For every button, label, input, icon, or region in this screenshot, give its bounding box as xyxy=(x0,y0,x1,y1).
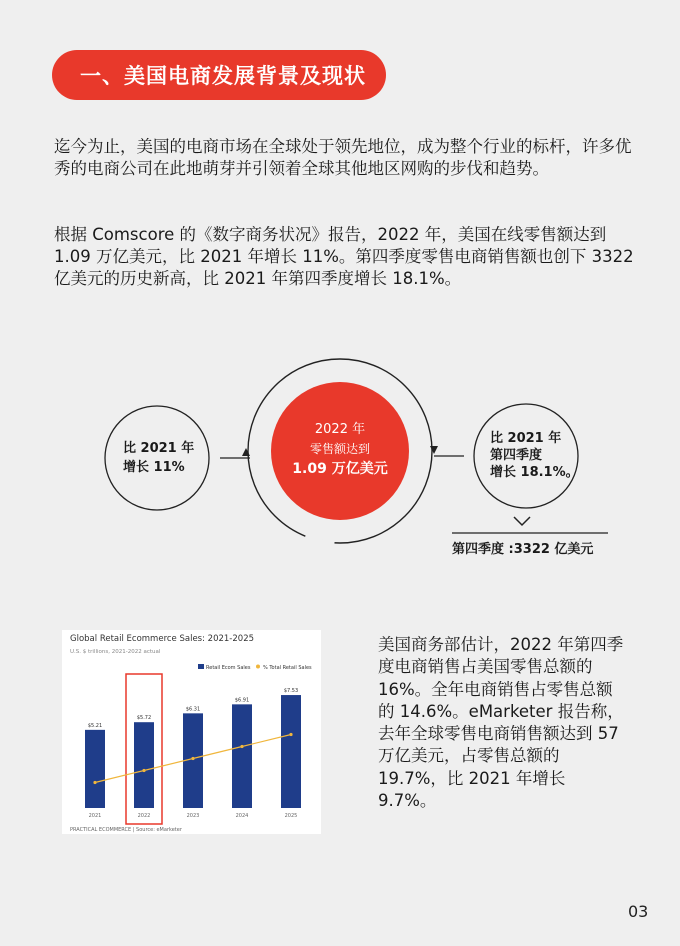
ring-arrow-right-icon xyxy=(430,446,438,454)
tick-label-2023: 2023 xyxy=(186,813,200,819)
right-line-3: 增长 18.1%。 xyxy=(490,465,579,480)
tick-label-2025: 2025 xyxy=(284,813,298,819)
left-line-2: 增长 11% xyxy=(123,460,185,475)
left-circle xyxy=(105,406,209,510)
bar-2025 xyxy=(281,695,301,808)
chart-title: Global Retail Ecommerce Sales: 2021-2025 xyxy=(70,634,255,644)
left-line-1: 比 2021 年 xyxy=(123,441,195,456)
chart-marks xyxy=(85,674,301,824)
percent-point-2025 xyxy=(289,733,292,736)
bar-2021 xyxy=(85,730,105,808)
percent-point-2024 xyxy=(240,745,243,748)
bar-label-2023: $6.31 xyxy=(185,706,201,713)
right-line-2: 第四季度 xyxy=(490,448,543,463)
chart-footer: PRACTICAL ECOMMERCE | Source: eMarketer xyxy=(70,827,182,833)
legend-bar-label: Retail Ecom Sales xyxy=(206,665,251,671)
legend-line-label: % Total Retail Sales xyxy=(263,665,312,671)
tick-label-2024: 2024 xyxy=(235,813,249,819)
intro-paragraph: 迄今为止，美国的电商市场在全球处于领先地位，成为整个行业的标杆，许多优秀的电商公司在此地萌芽并引领着全球其他地区网购的步伐和趋势。 xyxy=(54,137,632,178)
page-number: 03 xyxy=(628,902,649,921)
chevron-down-icon xyxy=(514,517,530,525)
percent-point-2023 xyxy=(191,757,194,760)
tick-label-2022: 2022 xyxy=(137,813,151,819)
legend-line-swatch xyxy=(256,665,260,669)
center-line-1: 2022 年 xyxy=(314,422,366,437)
bar-label-2025: $7.53 xyxy=(283,688,299,695)
bar-label-2024: $6.91 xyxy=(234,697,250,704)
center-line-3: 1.09 万亿美元 xyxy=(292,461,388,477)
center-line-2: 零售额达到 xyxy=(309,442,371,456)
percent-point-2021 xyxy=(93,781,96,784)
ecommerce-chart xyxy=(62,630,321,834)
legend-bar-swatch xyxy=(198,664,204,669)
bar-2022 xyxy=(134,722,154,808)
percent-point-2022 xyxy=(142,769,145,772)
bar-label-2022: $5.72 xyxy=(136,715,152,722)
bar-label-2021: $5.21 xyxy=(87,722,103,729)
tick-label-2021: 2021 xyxy=(88,813,102,819)
sales-diagram xyxy=(90,356,630,566)
chart-subtitle: U.S. $ trillions, 2021-2022 actual xyxy=(70,649,161,655)
ring-arrow-left-icon xyxy=(242,448,250,456)
right-line-1: 比 2021 年 xyxy=(490,431,562,446)
census-paragraph: 美国商务部估计，2022 年第四季度电商销售占美国零售总额的 16%。全年电商销售占零售总额的 14.6%。eMarketer 报告称，去年全球零售电商销售额达到 57 万亿美元，占零售总额的 19.7%，比 2021 年增长 9.7%。 xyxy=(378,635,624,811)
bar-2024 xyxy=(232,704,252,808)
section-title: 一、美国电商发展背景及现状 xyxy=(52,50,386,100)
comscore-paragraph: 根据 Comscore 的《数字商务状况》报告，2022 年，美国在线零售额达到 1.09 万亿美元，比 2021 年增长 11%。第四季度零售电商销售额也创下 3322 亿美元的历史新高，比 2021 年第四季度增长 18.1%。 xyxy=(54,225,634,288)
quarter-label: 第四季度 :3322 亿美元 xyxy=(452,542,594,557)
